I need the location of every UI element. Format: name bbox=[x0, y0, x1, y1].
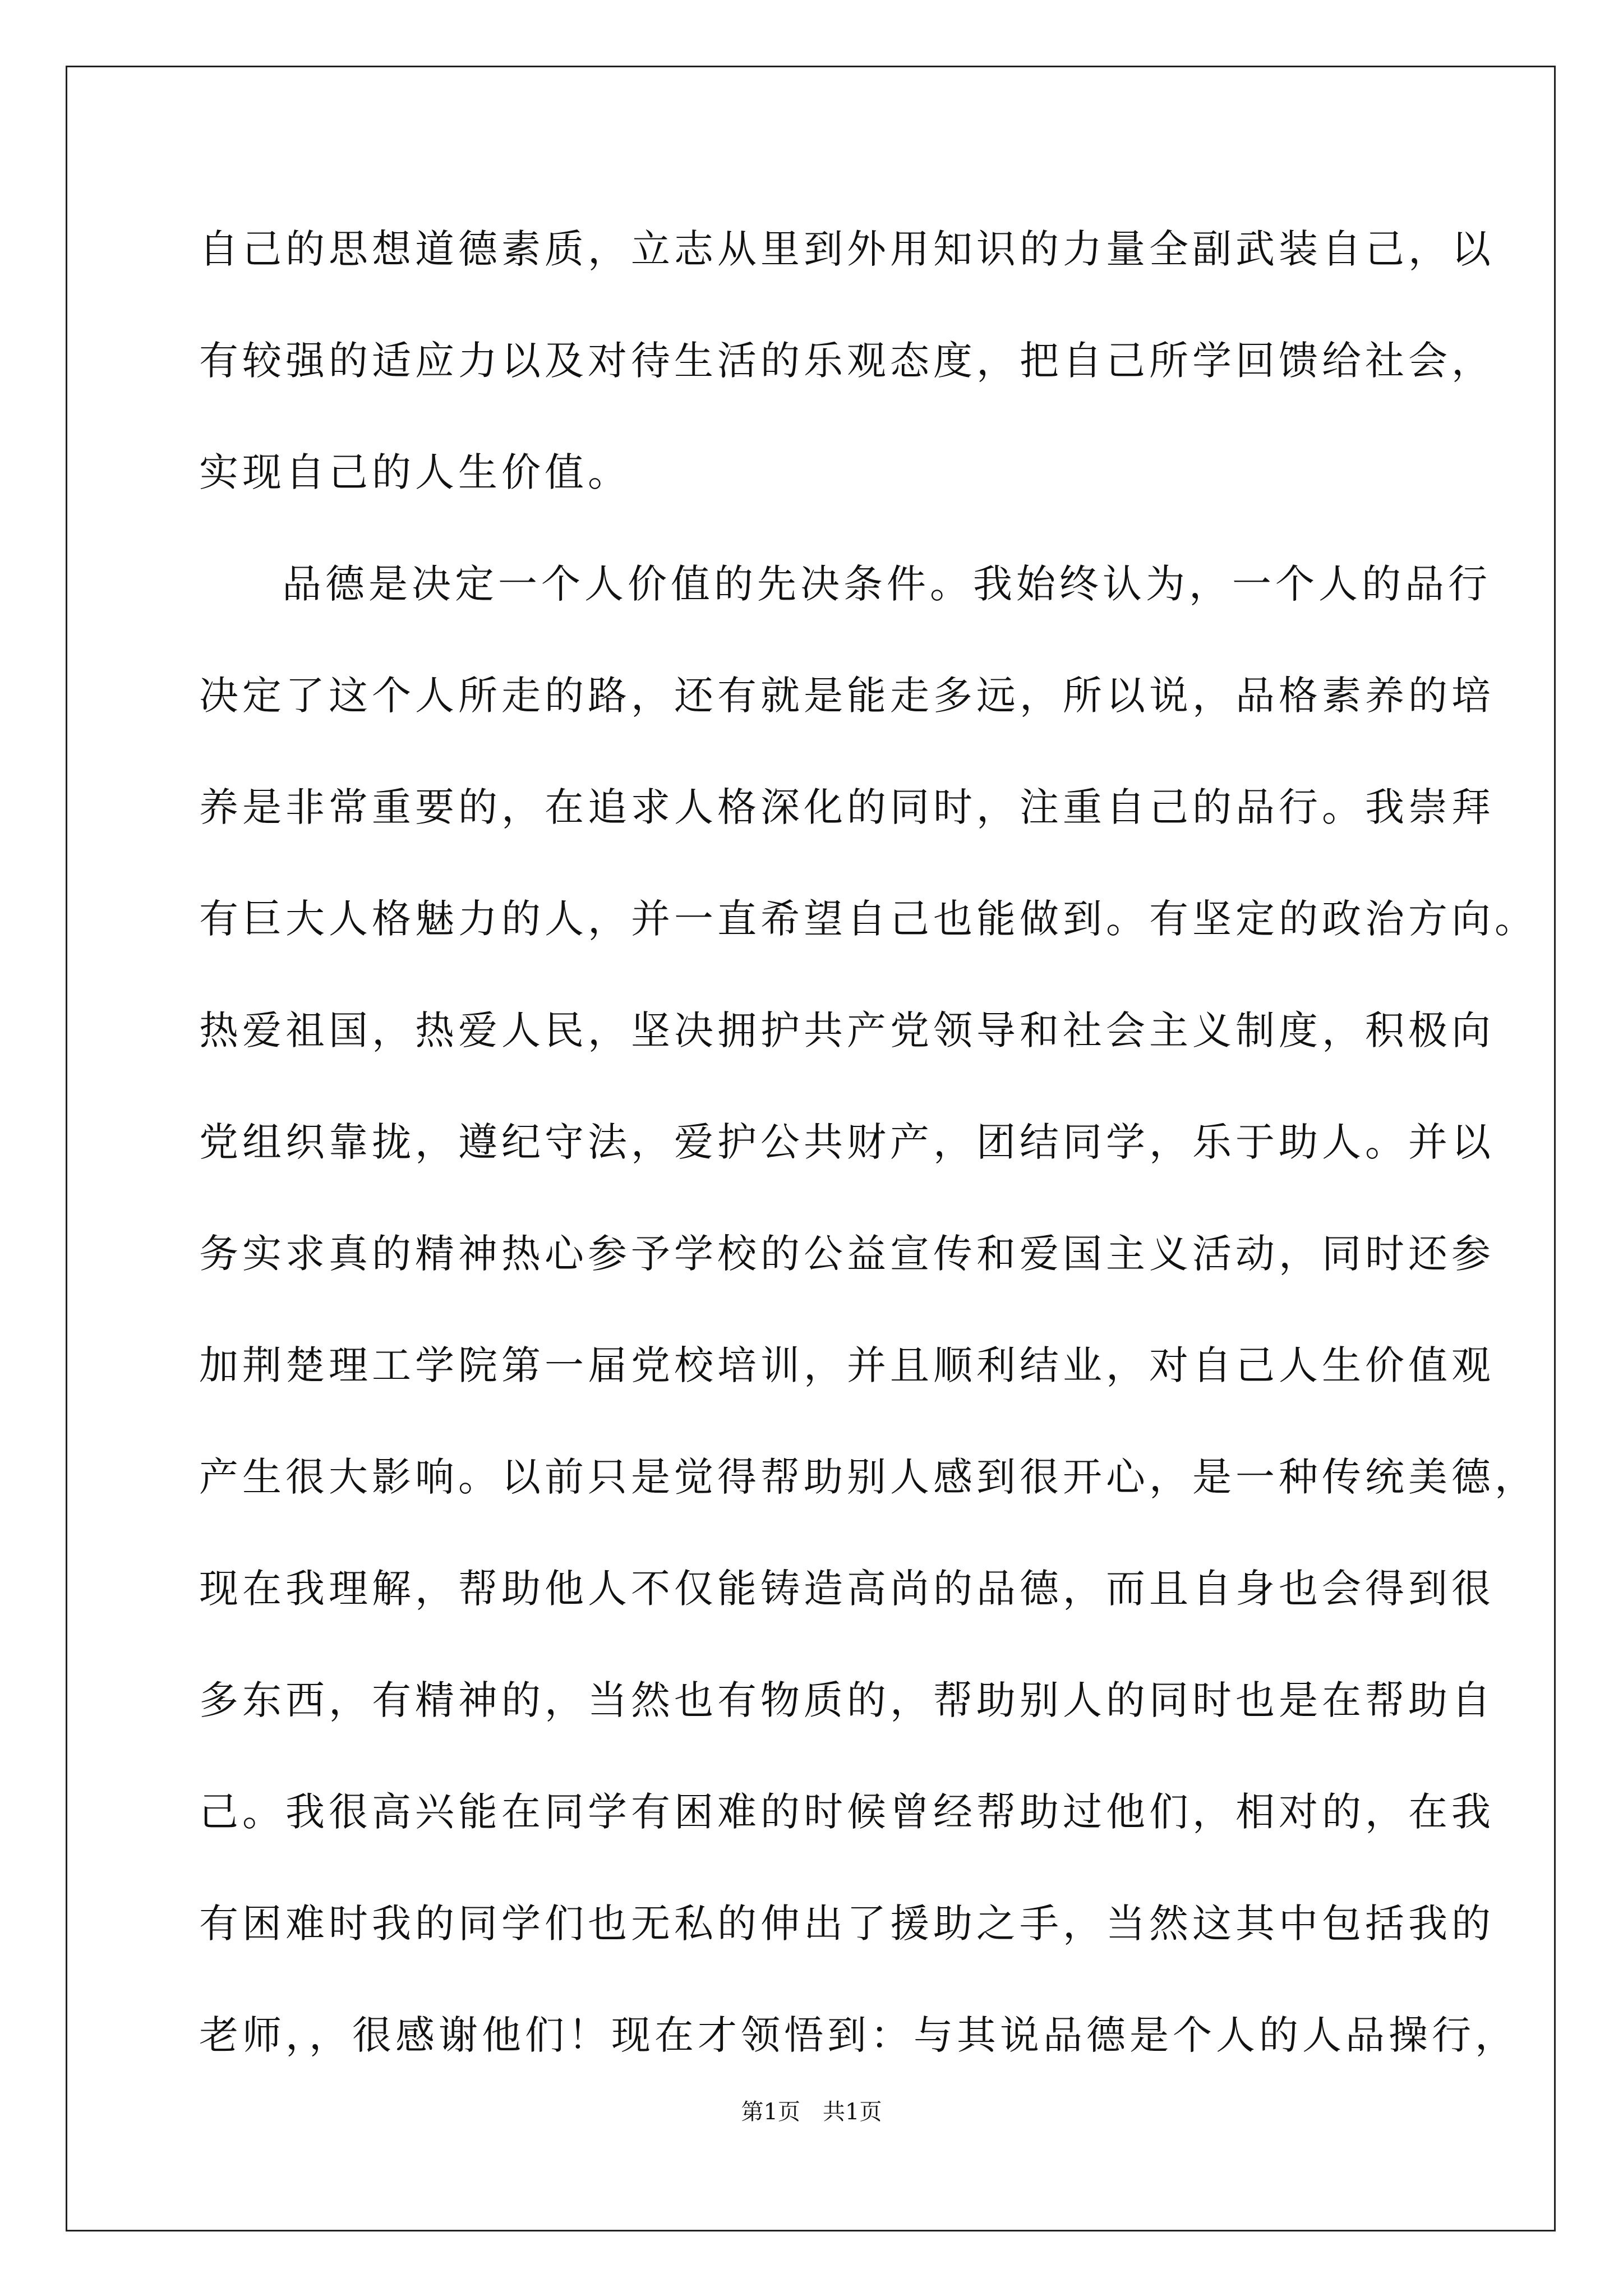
page-footer bbox=[0, 2098, 1623, 2126]
text-line: 党组织靠拢，遵纪守法，爱护公共财产，团结同学，乐于助人。并以 bbox=[199, 1119, 1495, 1165]
text-line: 加荆楚理工学院第一届党校培训，并且顺利结业，对自己人生价值观 bbox=[199, 1342, 1495, 1388]
text-line: 养是非常重要的，在追求人格深化的同时，注重自己的品行。我崇拜 bbox=[199, 784, 1495, 830]
text-line: 老师，，很感谢他们！现在才领悟到：与其说品德是个人的人品操行， bbox=[199, 2012, 1518, 2058]
document-body bbox=[199, 221, 1538, 2119]
text-line: 产生很大影响。以前只是觉得帮助别人感到很开心，是一种传统美德， bbox=[199, 1454, 1538, 1500]
text-line: 有较强的适应力以及对待生活的乐观态度，把自己所学回馈给社会， bbox=[199, 338, 1495, 384]
paragraph-start-line: 品德是决定一个人价值的先决条件。我始终认为，一个人的品行 bbox=[282, 561, 1491, 607]
text-line: 务实求真的精神热心参予学校的公益宣传和爱国主义活动，同时还参 bbox=[199, 1231, 1495, 1277]
page-number: 第1页 bbox=[741, 2099, 800, 2125]
text-line: 决定了这个人所走的路，还有就是能走多远，所以说，品格素养的培 bbox=[199, 673, 1495, 719]
text-line: 有巨大人格魅力的人，并一直希望自己也能做到。有坚定的政治方向。 bbox=[199, 896, 1538, 942]
text-line: 自己的思想道德素质，立志从里到外用知识的力量全副武装自己，以 bbox=[199, 226, 1495, 272]
text-line: 己。我很高兴能在同学有困难的时候曾经帮助过他们，相对的，在我 bbox=[199, 1789, 1495, 1835]
text-line: 现在我理解，帮助他人不仅能铸造高尚的品德，而且自身也会得到很 bbox=[199, 1566, 1495, 1612]
page-total: 共1页 bbox=[823, 2099, 882, 2125]
text-line: 实现自己的人生价值。 bbox=[199, 449, 631, 495]
text-line: 热爱祖国，热爱人民，坚决拥护共产党领导和社会主义制度，积极向 bbox=[199, 1007, 1495, 1053]
text-line: 多东西，有精神的，当然也有物质的，帮助别人的同时也是在帮助自 bbox=[199, 1677, 1495, 1723]
text-line: 有困难时我的同学们也无私的伸出了援助之手，当然这其中包括我的 bbox=[199, 1901, 1495, 1947]
